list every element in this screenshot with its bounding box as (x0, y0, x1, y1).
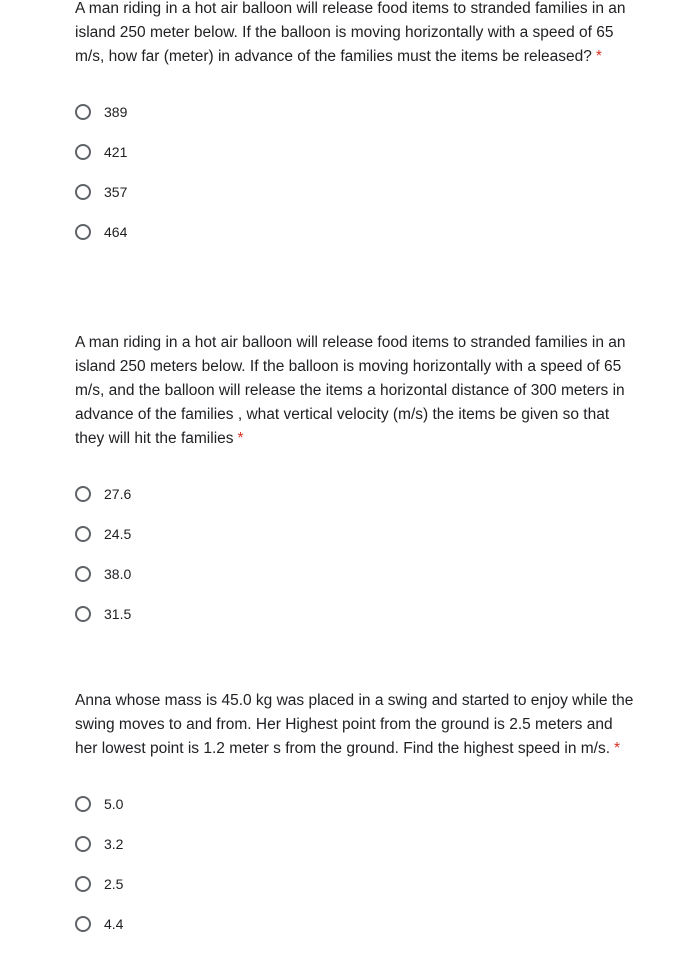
option-label: 31.5 (104, 606, 132, 622)
option-radio[interactable] (75, 212, 635, 252)
required-asterisk: * (237, 430, 244, 447)
question-3-text (75, 689, 635, 761)
option-radio[interactable] (75, 904, 635, 944)
option-radio[interactable] (75, 474, 635, 514)
option-radio[interactable] (75, 864, 635, 904)
radio-circle-icon[interactable] (75, 566, 91, 582)
option-label: 3.2 (104, 836, 124, 852)
radio-circle-icon[interactable] (75, 526, 91, 542)
question-2-text (75, 331, 635, 451)
option-radio[interactable] (75, 824, 635, 864)
option-radio[interactable] (75, 554, 635, 594)
question-3 (75, 689, 635, 944)
option-label: 38.0 (104, 566, 132, 582)
question-2 (75, 331, 635, 634)
option-label: 389 (104, 104, 128, 120)
radio-circle-icon[interactable] (75, 184, 91, 200)
question-2-options (75, 474, 635, 634)
question-2-label: A man riding in a hot air balloon will release food items to stranded families in an island 250 meters below. If the balloon is moving horizontally with a speed of 65 m/s, and the balloon will release the items a horizontal distance of 300 meters in advance of the families , what vertical velocity (m/s) the items be given so that they will hit the families (75, 334, 626, 447)
required-asterisk: * (595, 48, 602, 65)
radio-circle-icon[interactable] (75, 796, 91, 812)
option-label: 464 (104, 224, 128, 240)
option-radio[interactable] (75, 132, 635, 172)
question-1 (75, 0, 635, 252)
radio-circle-icon[interactable] (75, 606, 91, 622)
option-label: 24.5 (104, 526, 132, 542)
option-radio[interactable] (75, 784, 635, 824)
question-1-options (75, 92, 635, 252)
question-1-label: A man riding in a hot air balloon will release food items to stranded families in an island 250 meter below. If the balloon is moving horizontally with a speed of 65 m/s, how far (meter) in advance of the families must the items be released? (75, 0, 626, 65)
radio-circle-icon[interactable] (75, 486, 91, 502)
option-label: 4.4 (104, 916, 124, 932)
option-label: 357 (104, 184, 128, 200)
option-radio[interactable] (75, 514, 635, 554)
option-label: 421 (104, 144, 128, 160)
question-3-label: Anna whose mass is 45.0 kg was placed in a swing and started to enjoy while the swing moves to and from. Her Highest point from the ground is 2.5 meters and her lowest point is 1.2 meter s from the ground. Find the highest speed in m/s. (75, 692, 634, 757)
question-3-options (75, 784, 635, 944)
option-label: 5.0 (104, 796, 124, 812)
option-radio[interactable] (75, 92, 635, 132)
radio-circle-icon[interactable] (75, 224, 91, 240)
radio-circle-icon[interactable] (75, 836, 91, 852)
question-1-text (75, 0, 635, 69)
option-label: 2.5 (104, 876, 124, 892)
option-radio[interactable] (75, 172, 635, 212)
radio-circle-icon[interactable] (75, 144, 91, 160)
required-asterisk: * (614, 740, 621, 757)
radio-circle-icon[interactable] (75, 104, 91, 120)
radio-circle-icon[interactable] (75, 876, 91, 892)
option-radio[interactable] (75, 594, 635, 634)
radio-circle-icon[interactable] (75, 916, 91, 932)
option-label: 27.6 (104, 486, 132, 502)
